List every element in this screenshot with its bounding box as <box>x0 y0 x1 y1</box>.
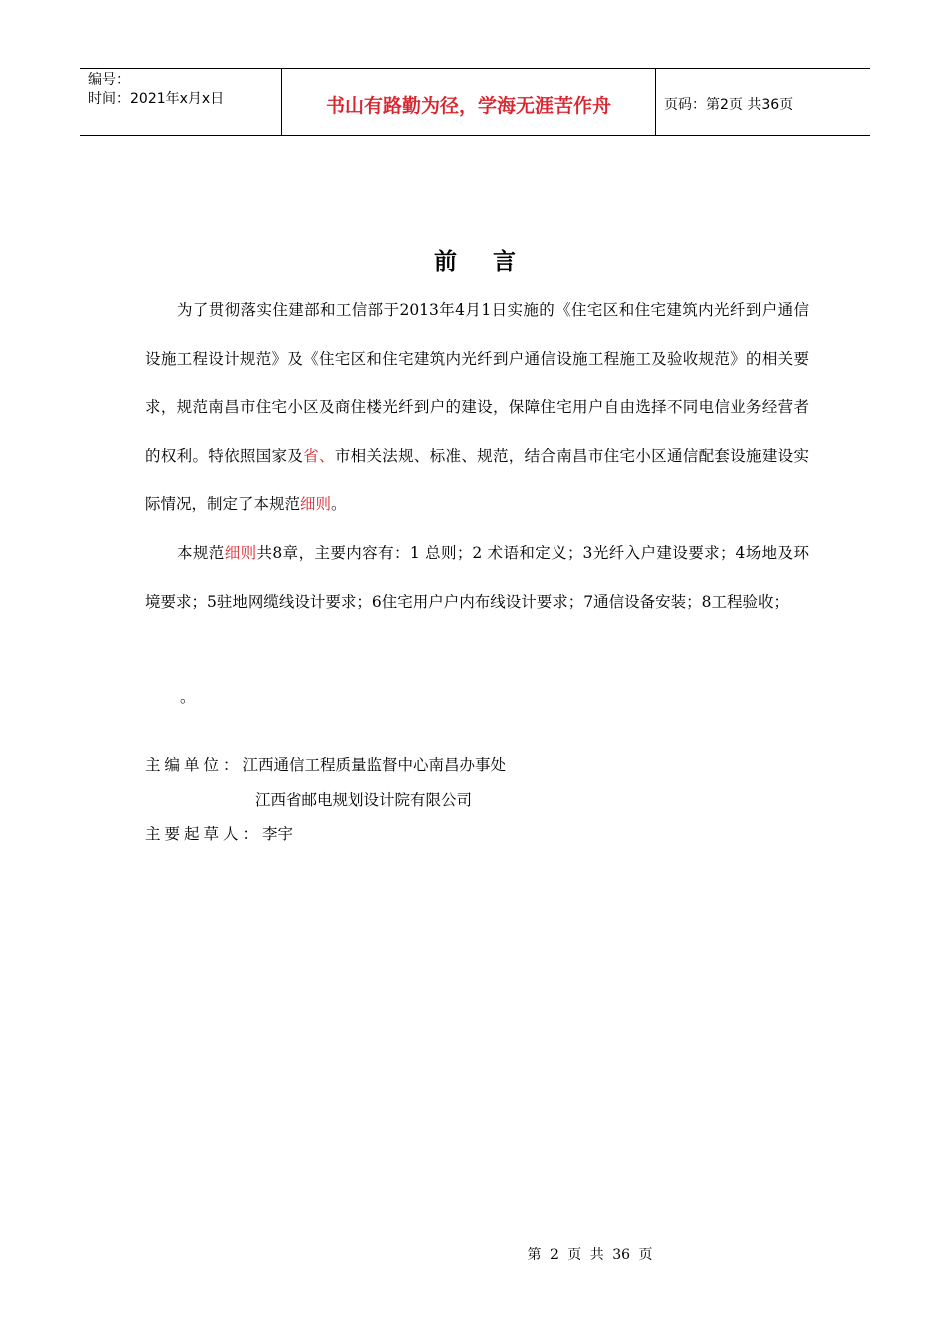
highlight-rules-2: 细则 <box>224 544 257 562</box>
serial-label: 编号： <box>88 72 130 88</box>
drafter-value: 李宇 <box>262 825 294 843</box>
page-footer: 第 2 页 共 36 页 <box>527 1247 653 1263</box>
header-table <box>80 68 870 136</box>
header-meta-cell <box>80 69 282 135</box>
editor-value-2: 江西省邮电规划设计院有限公司 <box>255 791 473 809</box>
time-label: 时间：2021年x月x日 <box>88 91 225 107</box>
paragraph-intro <box>145 286 809 529</box>
paragraph-contents-text-a: 本规范 <box>177 544 225 562</box>
drafter-line <box>145 820 293 848</box>
drafter-label: 主要起草人： <box>145 825 263 843</box>
editor-line <box>145 751 506 779</box>
paragraph-contents <box>145 529 809 626</box>
page-title: 前言 <box>434 248 552 275</box>
highlight-province: 省、 <box>303 446 335 465</box>
editor-value-1: 江西通信工程质量监督中心南昌办事处 <box>242 756 507 774</box>
highlight-rules: 细则 <box>300 495 332 513</box>
paragraph-intro-text-c: 。 <box>331 495 347 513</box>
paragraph-period: 。 <box>180 688 196 706</box>
paragraph-intro-text-b: 市相关法规、标准、规范，结合南昌市住宅小区通信配套设施建设实际情况，制定了本规范 <box>145 446 809 513</box>
editor-label: 主编单位： <box>145 756 243 774</box>
paragraph-contents-text-b: 共8章，主要内容有：1 总则；2 术语和定义；3光纤入户建设要求；4场地及环境要求；5驻地网缆线设计要求；6住宅用户户内布线设计要求；7通信设备安装；8工程验收； <box>145 544 809 611</box>
header-page-info: 页码：第2页 共36页 <box>664 97 794 113</box>
paragraph-intro-text-a: 为了贯彻落实住建部和工信部于2013年4月1日实施的《住宅区和住宅建筑内光纤到户通信设施工程设计规范》及《住宅区和住宅建筑内光纤到户通信设施工程施工及验收规范》的相关要求，规范南昌市住宅小区及商住楼光纤到户的建设，保障住宅用户自由选择不同电信业务经营者的权利。特依照国家及 <box>145 301 809 465</box>
header-motto: 书山有路勤为径，学海无涯苦作舟 <box>282 69 656 135</box>
